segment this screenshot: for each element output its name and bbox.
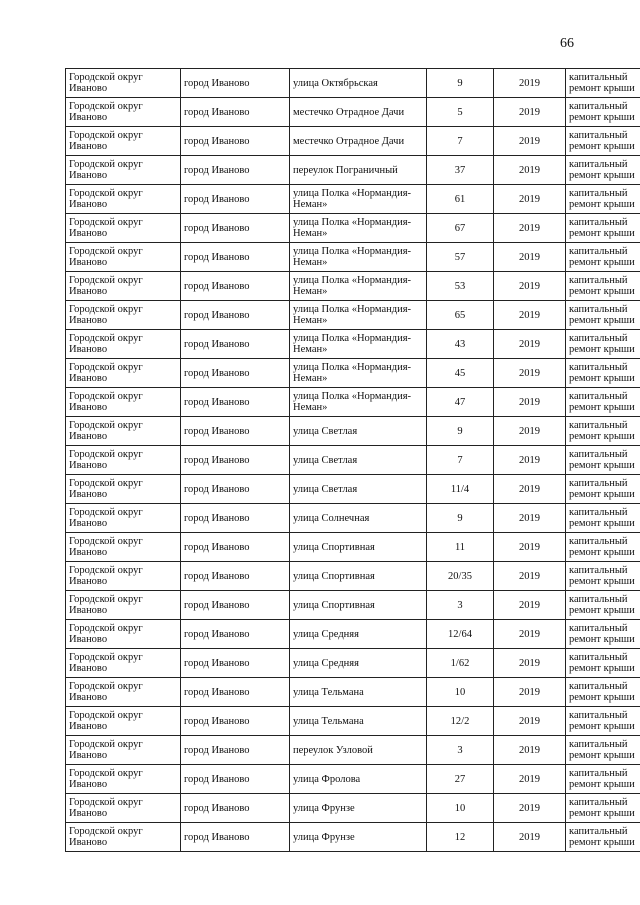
year-cell: 2019 [494, 707, 566, 736]
house-number-cell: 27 [427, 765, 494, 794]
street-cell: улица Светлая [290, 446, 427, 475]
street-cell: местечко Отрадное Дачи [290, 98, 427, 127]
work-type-cell: капитальный ремонт крыши [566, 127, 640, 156]
work-type-cell: капитальный ремонт крыши [566, 504, 640, 533]
table-row [66, 301, 640, 330]
street-cell: улица Полка «Нормандия-Неман» [290, 330, 427, 359]
street-cell: местечко Отрадное Дачи [290, 127, 427, 156]
table-row [66, 359, 640, 388]
city-cell: город Иваново [181, 823, 290, 852]
street-cell: улица Фрунзе [290, 794, 427, 823]
city-cell: город Иваново [181, 475, 290, 504]
street-cell: улица Солнечная [290, 504, 427, 533]
year-cell: 2019 [494, 736, 566, 765]
house-number-cell: 7 [427, 127, 494, 156]
district-cell: Городской округ Иваново [66, 69, 181, 98]
district-cell: Городской округ Иваново [66, 301, 181, 330]
work-type-cell: капитальный ремонт крыши [566, 330, 640, 359]
city-cell: город Иваново [181, 185, 290, 214]
year-cell: 2019 [494, 98, 566, 127]
year-cell: 2019 [494, 359, 566, 388]
district-cell: Городской округ Иваново [66, 272, 181, 301]
house-number-cell: 57 [427, 243, 494, 272]
work-type-cell: капитальный ремонт крыши [566, 823, 640, 852]
district-cell: Городской округ Иваново [66, 794, 181, 823]
table-row [66, 504, 640, 533]
table-row [66, 620, 640, 649]
street-cell: улица Полка «Нормандия-Неман» [290, 272, 427, 301]
year-cell: 2019 [494, 533, 566, 562]
city-cell: город Иваново [181, 388, 290, 417]
year-cell: 2019 [494, 301, 566, 330]
district-cell: Городской округ Иваново [66, 127, 181, 156]
street-cell: переулок Узловой [290, 736, 427, 765]
street-cell: улица Светлая [290, 475, 427, 504]
table-row [66, 69, 640, 98]
house-number-cell: 9 [427, 417, 494, 446]
work-type-cell: капитальный ремонт крыши [566, 678, 640, 707]
house-number-cell: 12 [427, 823, 494, 852]
year-cell: 2019 [494, 823, 566, 852]
street-cell: улица Октябрьская [290, 69, 427, 98]
city-cell: город Иваново [181, 127, 290, 156]
work-type-cell: капитальный ремонт крыши [566, 707, 640, 736]
house-number-cell: 45 [427, 359, 494, 388]
year-cell: 2019 [494, 69, 566, 98]
work-type-cell: капитальный ремонт крыши [566, 736, 640, 765]
district-cell: Городской округ Иваново [66, 446, 181, 475]
street-cell: улица Фрунзе [290, 823, 427, 852]
table-row [66, 243, 640, 272]
house-number-cell: 67 [427, 214, 494, 243]
city-cell: город Иваново [181, 243, 290, 272]
table-row [66, 736, 640, 765]
district-cell: Городской округ Иваново [66, 707, 181, 736]
table-row [66, 330, 640, 359]
street-cell: улица Спортивная [290, 533, 427, 562]
year-cell: 2019 [494, 678, 566, 707]
district-cell: Городской округ Иваново [66, 359, 181, 388]
house-number-cell: 43 [427, 330, 494, 359]
city-cell: город Иваново [181, 736, 290, 765]
work-type-cell: капитальный ремонт крыши [566, 243, 640, 272]
district-cell: Городской округ Иваново [66, 504, 181, 533]
table-row [66, 707, 640, 736]
district-cell: Городской округ Иваново [66, 765, 181, 794]
city-cell: город Иваново [181, 504, 290, 533]
work-type-cell: капитальный ремонт крыши [566, 533, 640, 562]
house-number-cell: 12/2 [427, 707, 494, 736]
year-cell: 2019 [494, 243, 566, 272]
year-cell: 2019 [494, 446, 566, 475]
year-cell: 2019 [494, 417, 566, 446]
work-type-cell: капитальный ремонт крыши [566, 272, 640, 301]
house-number-cell: 20/35 [427, 562, 494, 591]
table-row [66, 127, 640, 156]
street-cell: улица Светлая [290, 417, 427, 446]
city-cell: город Иваново [181, 591, 290, 620]
street-cell: улица Спортивная [290, 562, 427, 591]
house-number-cell: 53 [427, 272, 494, 301]
city-cell: город Иваново [181, 765, 290, 794]
work-type-cell: капитальный ремонт крыши [566, 301, 640, 330]
work-type-cell: капитальный ремонт крыши [566, 765, 640, 794]
work-type-cell: капитальный ремонт крыши [566, 620, 640, 649]
district-cell: Городской округ Иваново [66, 591, 181, 620]
year-cell: 2019 [494, 504, 566, 533]
district-cell: Городской округ Иваново [66, 475, 181, 504]
year-cell: 2019 [494, 388, 566, 417]
work-type-cell: капитальный ремонт крыши [566, 214, 640, 243]
district-cell: Городской округ Иваново [66, 156, 181, 185]
city-cell: город Иваново [181, 301, 290, 330]
table-row [66, 475, 640, 504]
city-cell: город Иваново [181, 649, 290, 678]
district-cell: Городской округ Иваново [66, 678, 181, 707]
table-row [66, 388, 640, 417]
year-cell: 2019 [494, 765, 566, 794]
table-row [66, 591, 640, 620]
house-number-cell: 3 [427, 591, 494, 620]
district-cell: Городской округ Иваново [66, 562, 181, 591]
table-row [66, 272, 640, 301]
district-cell: Городской округ Иваново [66, 185, 181, 214]
district-cell: Городской округ Иваново [66, 214, 181, 243]
table-row [66, 533, 640, 562]
house-number-cell: 11 [427, 533, 494, 562]
table-row [66, 185, 640, 214]
street-cell: улица Тельмана [290, 678, 427, 707]
street-cell: улица Средняя [290, 649, 427, 678]
year-cell: 2019 [494, 620, 566, 649]
city-cell: город Иваново [181, 620, 290, 649]
year-cell: 2019 [494, 649, 566, 678]
house-number-cell: 9 [427, 504, 494, 533]
year-cell: 2019 [494, 272, 566, 301]
house-number-cell: 5 [427, 98, 494, 127]
work-type-cell: капитальный ремонт крыши [566, 649, 640, 678]
table-row [66, 649, 640, 678]
year-cell: 2019 [494, 475, 566, 504]
table-body [66, 69, 640, 852]
street-cell: улица Полка «Нормандия-Неман» [290, 359, 427, 388]
work-type-cell: капитальный ремонт крыши [566, 69, 640, 98]
table-row [66, 156, 640, 185]
page-number: 66 [560, 36, 574, 51]
city-cell: город Иваново [181, 562, 290, 591]
city-cell: город Иваново [181, 359, 290, 388]
street-cell: улица Фролова [290, 765, 427, 794]
year-cell: 2019 [494, 794, 566, 823]
table-row [66, 823, 640, 852]
city-cell: город Иваново [181, 794, 290, 823]
house-number-cell: 9 [427, 69, 494, 98]
house-number-cell: 61 [427, 185, 494, 214]
district-cell: Городской округ Иваново [66, 823, 181, 852]
work-type-cell: капитальный ремонт крыши [566, 98, 640, 127]
work-type-cell: капитальный ремонт крыши [566, 475, 640, 504]
table-row [66, 562, 640, 591]
city-cell: город Иваново [181, 330, 290, 359]
district-cell: Городской округ Иваново [66, 533, 181, 562]
year-cell: 2019 [494, 156, 566, 185]
year-cell: 2019 [494, 127, 566, 156]
work-type-cell: капитальный ремонт крыши [566, 359, 640, 388]
street-cell: улица Полка «Нормандия-Неман» [290, 185, 427, 214]
work-type-cell: капитальный ремонт крыши [566, 446, 640, 475]
house-number-cell: 7 [427, 446, 494, 475]
house-number-cell: 11/4 [427, 475, 494, 504]
city-cell: город Иваново [181, 69, 290, 98]
repair-schedule-table [65, 68, 640, 852]
house-number-cell: 12/64 [427, 620, 494, 649]
table-row [66, 678, 640, 707]
table-row [66, 98, 640, 127]
work-type-cell: капитальный ремонт крыши [566, 562, 640, 591]
street-cell: улица Спортивная [290, 591, 427, 620]
street-cell: улица Полка «Нормандия-Неман» [290, 388, 427, 417]
city-cell: город Иваново [181, 214, 290, 243]
work-type-cell: капитальный ремонт крыши [566, 388, 640, 417]
year-cell: 2019 [494, 214, 566, 243]
work-type-cell: капитальный ремонт крыши [566, 156, 640, 185]
work-type-cell: капитальный ремонт крыши [566, 591, 640, 620]
street-cell: переулок Пограничный [290, 156, 427, 185]
district-cell: Городской округ Иваново [66, 620, 181, 649]
district-cell: Городской округ Иваново [66, 388, 181, 417]
district-cell: Городской округ Иваново [66, 243, 181, 272]
table-row [66, 765, 640, 794]
year-cell: 2019 [494, 330, 566, 359]
house-number-cell: 10 [427, 794, 494, 823]
year-cell: 2019 [494, 185, 566, 214]
table-row [66, 794, 640, 823]
year-cell: 2019 [494, 562, 566, 591]
table-row [66, 214, 640, 243]
table-row [66, 417, 640, 446]
district-cell: Городской округ Иваново [66, 417, 181, 446]
city-cell: город Иваново [181, 678, 290, 707]
work-type-cell: капитальный ремонт крыши [566, 417, 640, 446]
district-cell: Городской округ Иваново [66, 649, 181, 678]
house-number-cell: 10 [427, 678, 494, 707]
city-cell: город Иваново [181, 272, 290, 301]
city-cell: город Иваново [181, 417, 290, 446]
house-number-cell: 47 [427, 388, 494, 417]
house-number-cell: 37 [427, 156, 494, 185]
house-number-cell: 3 [427, 736, 494, 765]
street-cell: улица Полка «Нормандия-Неман» [290, 214, 427, 243]
city-cell: город Иваново [181, 533, 290, 562]
district-cell: Городской округ Иваново [66, 736, 181, 765]
table-row [66, 446, 640, 475]
year-cell: 2019 [494, 591, 566, 620]
city-cell: город Иваново [181, 156, 290, 185]
street-cell: улица Полка «Нормандия-Неман» [290, 301, 427, 330]
house-number-cell: 1/62 [427, 649, 494, 678]
street-cell: улица Полка «Нормандия-Неман» [290, 243, 427, 272]
city-cell: город Иваново [181, 707, 290, 736]
city-cell: город Иваново [181, 446, 290, 475]
work-type-cell: капитальный ремонт крыши [566, 185, 640, 214]
street-cell: улица Средняя [290, 620, 427, 649]
city-cell: город Иваново [181, 98, 290, 127]
house-number-cell: 65 [427, 301, 494, 330]
district-cell: Городской округ Иваново [66, 98, 181, 127]
work-type-cell: капитальный ремонт крыши [566, 794, 640, 823]
street-cell: улица Тельмана [290, 707, 427, 736]
district-cell: Городской округ Иваново [66, 330, 181, 359]
